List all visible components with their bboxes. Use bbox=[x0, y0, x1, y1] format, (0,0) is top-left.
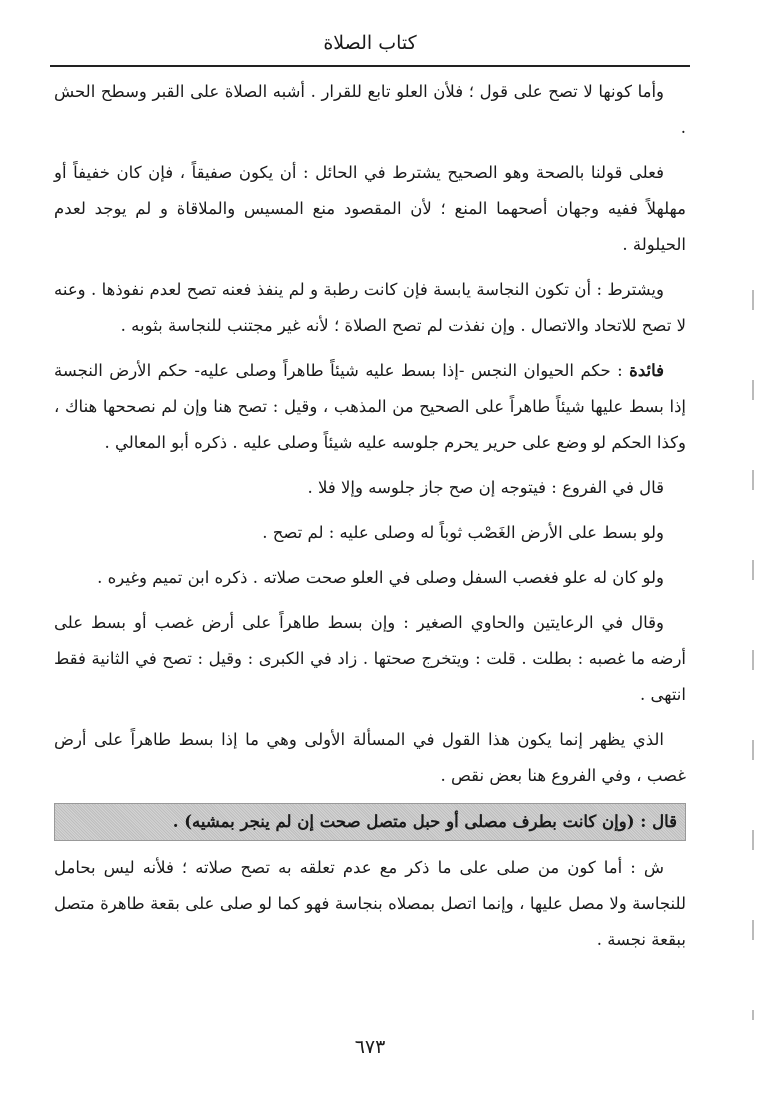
faida-label: فائدة bbox=[629, 361, 664, 380]
paragraph-9: الذي يظهر إنما يكون هذا القول في المسألة الأولى وهي ما إذا بسط طاهراً على أرض غصب ، وفي الفروع هنا بعض نقص . bbox=[54, 730, 686, 785]
header-rule bbox=[50, 65, 690, 67]
running-title: كتاب الصلاة bbox=[323, 32, 417, 54]
margin-marks bbox=[752, 220, 754, 1020]
paragraph-2: فعلى قولنا بالصحة وهو الصحيح يشترط في الحائل : أن يكون صفيقاً ، فإن كان خفيفاً أو مهلهلاً ففيه وجهان أصحهما المنع ؛ لأن المقصود منع المسيس والملاقاة و لم يوجد لعدم الحيلولة . bbox=[54, 163, 686, 254]
paragraph-4-text: : حكم الحيوان النجس -إذا بسط عليه شيئاً طاهراً وصلى عليه- حكم الأرض النجسة إذا بسط عليها شيئاً طاهراً على الصحيح من المذهب ، وقيل : تصح هنا وإن لم نصححها هناك ، وكذا الحكم لو وضع على حرير يحرم جلوسه عليه شيئاً وصلى عليه . ذكره أبو المعالي . bbox=[54, 361, 686, 452]
paragraph-8: وقال في الرعايتين والحاوي الصغير : وإن بسط طاهراً على أرض غصب أو بسط على أرضه ما غصبه : بطلت . قلت : ويتخرج صحتها . زاد في الكبرى : وقيل : تصح في الثانية فقط انتهى . bbox=[54, 613, 686, 704]
paragraph-5: قال في الفروع : فيتوجه إن صح جاز جلوسه وإلا فلا . bbox=[307, 478, 664, 497]
paragraph-6: ولو بسط على الأرض الغَصْب ثوباً له وصلى عليه : لم تصح . bbox=[262, 523, 664, 542]
sharh-paragraph: ش : أما كون من صلى على ما ذكر مع عدم تعلقه به تصح صلاته ؛ فلأنه ليس بحامل للنجاسة ولا مصل عليها ، وإنما اتصل بمصلاه بنجاسة فهو كما لو صلى على بقعة طاهرة متصل ببقعة نجسة . bbox=[54, 858, 686, 949]
paragraph-3: ويشترط : أن تكون النجاسة يابسة فإن كانت رطبة و لم ينفذ فعنه تصح لعدم نفوذها . وعنه لا تصح للاتحاد والاتصال . وإن نفذت لم تصح الصلاة ؛ لأنه غير مجتنب للنجاسة بثوبه . bbox=[54, 280, 686, 335]
paragraph-7: ولو كان له علو فغصب السفل وصلى في العلو صحت صلاته . ذكره ابن تميم وغيره . bbox=[97, 568, 664, 587]
paragraph-4 bbox=[54, 353, 686, 461]
body-text bbox=[54, 74, 686, 967]
book-page bbox=[50, 0, 690, 1097]
paragraph-1: وأما كونها لا تصح على قول ؛ فلأن العلو تابع للقرار . أشبه الصلاة على القبر وسطح الحش . bbox=[54, 82, 686, 137]
page-number: ٦٧٣ bbox=[354, 1036, 386, 1058]
matn-highlight: قال : (وإن كانت بطرف مصلى أو حبل متصل صحت إن لم ينجر بمشيه) . bbox=[54, 803, 686, 841]
